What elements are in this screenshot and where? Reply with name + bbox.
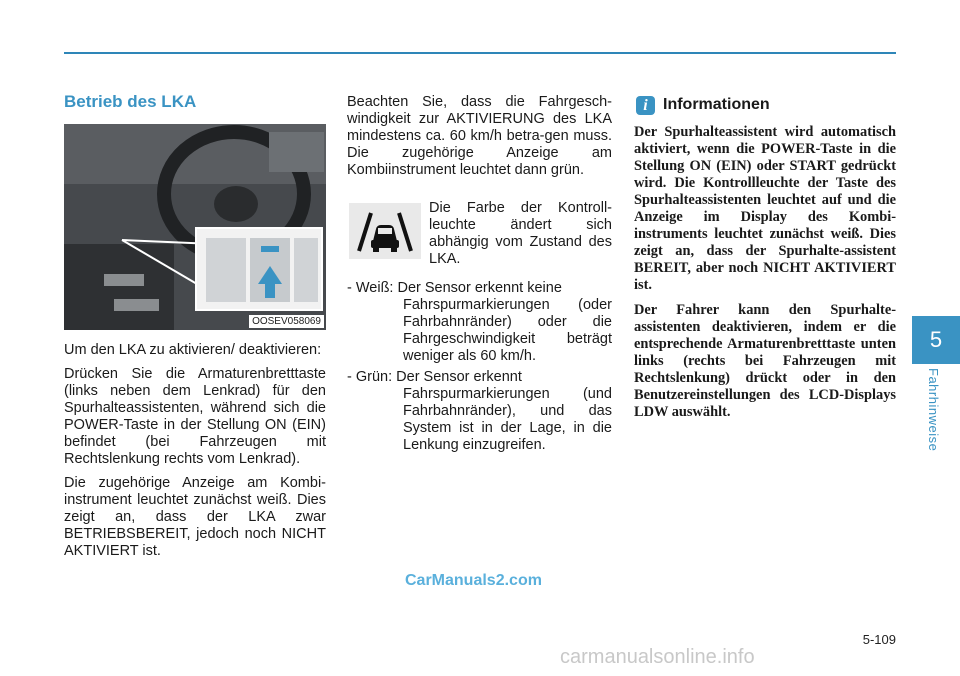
info-body <box>634 124 896 429</box>
paragraph: Die zugehörige Anzeige am Kombi-instrument leuchtet zunächst weiß. Dies zeigt an, dass der LKA zwar BETRIEBSBEREIT, jedoch noch NICHT AKTIVIERT ist. <box>64 475 326 559</box>
section-title: Betrieb des LKA <box>64 92 197 111</box>
list-text: Fahrspurmarkierungen (oder Fahrbahnränder) oder die Fahrgeschwindigkeit beträgt weniger als 60 km/h. <box>403 297 612 364</box>
lka-indicator-block <box>347 200 612 270</box>
status-list <box>347 280 612 458</box>
list-item <box>347 280 612 365</box>
lka-indicator-text: Die Farbe der Kontroll-leuchte ändert sich abhängig vom Zustand des LKA. <box>429 200 612 267</box>
dashboard-photo <box>64 124 326 330</box>
column-1-text <box>64 342 326 567</box>
paragraph: Der Spurhalteassistent wird automatisch aktiviert, wenn die POWER-Taste in die Stellung ON (EIN) oder START gedrückt wird. Die Kontrollleuchte der Taste des Spurhalteassistenten leuchtet auf und die Anzeige im Display des Kombi-instruments leuchtet zunächst weiß. Dies zeigt an, dass der Spurhalte-assistent BEREIT, aber noch NICHT AKTIVIERT ist. <box>634 124 896 293</box>
watermark[interactable]: carmanualsonline.info <box>560 646 755 668</box>
dashboard-illustration <box>64 124 326 330</box>
list-text: Der Sensor erkennt <box>396 369 522 385</box>
column-2-intro <box>347 94 612 179</box>
header-rule <box>64 52 896 54</box>
lane-keeping-icon <box>349 203 421 259</box>
list-text: Fahrspurmarkierungen (und Fahrbahnränder), und das System ist in der Lage, in die Lenkung einzugreifen. <box>403 386 612 453</box>
page-number: 5-109 <box>862 632 896 647</box>
list-label: - Weiß: <box>347 280 394 296</box>
chapter-tab: 5 <box>912 316 960 364</box>
paragraph: Beachten Sie, dass die Fahrgesch-windigkeit zur AKTIVIERUNG des LKA mindestens ca. 60 km/h betra-gen muss. Die zugehörige Anzeige am Kombiinstrument leuchtet dann grün. <box>347 94 612 178</box>
watermark[interactable]: CarManuals2.com <box>405 572 542 589</box>
photo-caption: OOSEV058069 <box>249 315 324 328</box>
list-item <box>347 369 612 454</box>
paragraph: Drücken Sie die Armaturenbretttaste (links neben dem Lenkrad) für den Spurhalteassistenten, während sich die POWER-Taste in der Stellung ON (EIN) befindet (bei Fahrzeugen mit Rechtslenkung rechts vom Lenkrad). <box>64 366 326 467</box>
info-icon: i <box>636 96 655 115</box>
paragraph: Der Fahrer kann den Spurhalte-assistenten deaktivieren, indem er die entsprechende Armaturenbretttaste unten links (rechts bei Fahrzeugen mit Rechtslenkung) drückt oder in den Benutzereinstellungen des LCD-Displays LDW auswählt. <box>634 302 896 420</box>
list-text: Der Sensor erkennt keine <box>397 280 562 296</box>
chapter-label: Fahrhinweise <box>926 368 941 452</box>
info-title: Informationen <box>663 96 770 113</box>
list-label: - Grün: <box>347 369 393 385</box>
paragraph: Um den LKA zu aktivieren/ deaktivieren: <box>64 342 322 358</box>
